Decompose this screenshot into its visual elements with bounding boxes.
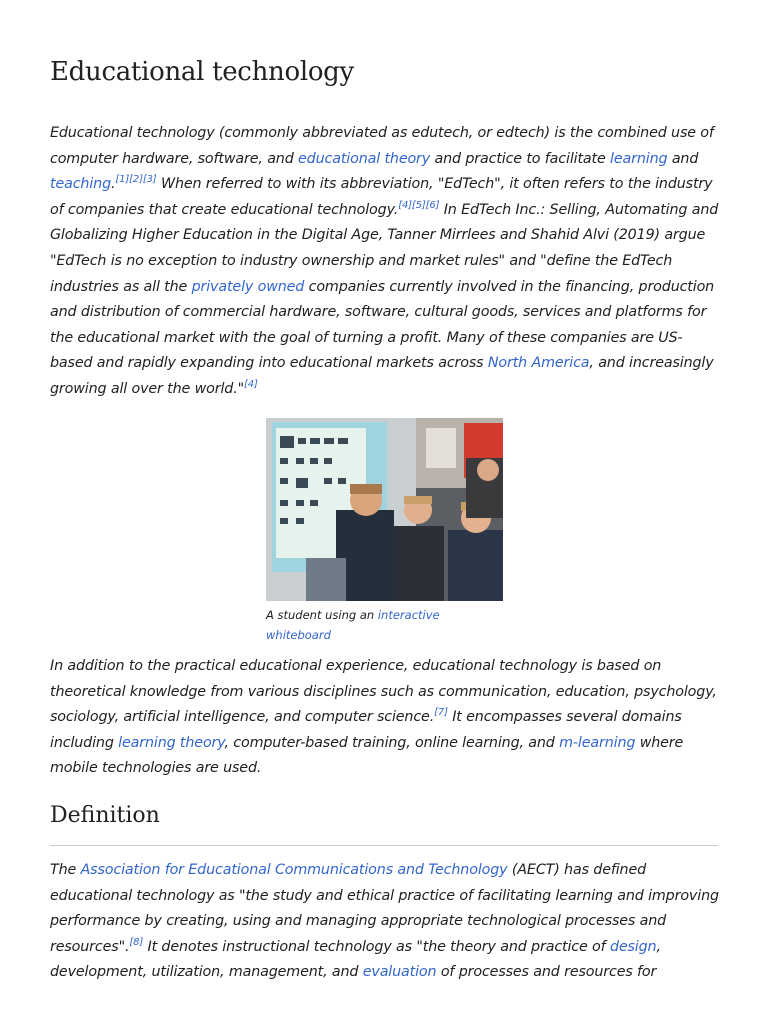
- figure-caption: [266, 606, 466, 645]
- text-run: and: [667, 150, 699, 167]
- text-run: Educational technology (commonly abbreviated as edutech, or edtech) is the combined use of computer hardware, software, and: [50, 125, 714, 167]
- reference-4-repeat[interactable]: [4]: [244, 378, 258, 390]
- reference-3[interactable]: [3]: [142, 174, 157, 186]
- link-interactive-whiteboard[interactable]: interactive whiteboard: [266, 608, 440, 642]
- section-divider: [50, 845, 718, 846]
- link-design[interactable]: design: [609, 938, 657, 955]
- definition-paragraph: [50, 858, 722, 986]
- text-run: It encompasses several domains including: [50, 709, 682, 751]
- link-privately-owned[interactable]: privately owned: [191, 278, 305, 295]
- text-run: , Tanner Mirrlees and Shahid Alvi (2019) argue "EdTech is no exception to industry ownership and market rules" and "define the EdTech industries as all the: [50, 227, 706, 295]
- caption-text: A student using an: [266, 608, 378, 622]
- text-run: (AECT) has defined educational technology as "the study and ethical practice of facilitating learning and improving performance by creating, using and managing appropriate technological processes and resources".: [50, 862, 719, 955]
- reference-6[interactable]: [6]: [425, 199, 440, 211]
- reference-4[interactable]: [4]: [398, 199, 412, 211]
- text-run: , and increasingly growing all over the world.": [50, 355, 714, 397]
- link-teaching[interactable]: teaching: [50, 176, 111, 193]
- intro-paragraph: [50, 121, 722, 403]
- figure-interactive-whiteboard: [266, 418, 503, 601]
- text-run: It denotes instructional technology as "the theory and practice of: [143, 938, 610, 955]
- whiteboard-photo[interactable]: [266, 418, 503, 601]
- reference-1[interactable]: [1]: [115, 174, 130, 186]
- text-run: The: [50, 862, 81, 878]
- link-evaluation[interactable]: evaluation: [362, 964, 437, 981]
- text-run: and practice to facilitate: [430, 150, 611, 167]
- section-heading-definition: Definition: [50, 803, 160, 828]
- text-run: where mobile technologies are used.: [50, 734, 684, 777]
- reference-8[interactable]: [8]: [129, 936, 144, 948]
- link-aect[interactable]: Association for Educational Communications and Technology: [80, 862, 508, 878]
- link-learning[interactable]: learning: [610, 150, 668, 167]
- text-run: , development, utilization, management, and: [50, 938, 661, 981]
- text-run: In addition to the practical educational experience, educational technology is based on theoretical knowledge from various disciplines such as communication, education, psychology, sociology, artificial intelligence, and computer science.: [50, 658, 717, 726]
- page-title: Educational technology: [50, 57, 354, 87]
- text-run: companies currently involved in the financing, production and distribution of commercial hardware, software, cultural goods, services and platforms for the educational market with the goal of turning a profit. Many of these companies are US-based and rapidly expanding into educational markets across: [50, 278, 715, 372]
- link-learning-theory[interactable]: learning theory: [118, 734, 225, 751]
- text-run: of processes and resources for: [436, 964, 657, 981]
- reference-7[interactable]: [7]: [434, 707, 448, 719]
- text-run: In: [439, 201, 462, 218]
- link-educational-theory[interactable]: educational theory: [298, 150, 431, 167]
- text-run: , computer-based training, online learning, and: [224, 734, 560, 751]
- link-m-learning[interactable]: m-learning: [559, 734, 636, 751]
- link-north-america[interactable]: North America: [487, 355, 590, 372]
- reference-5[interactable]: [5]: [411, 199, 426, 211]
- text-run: .: [111, 176, 116, 193]
- reference-2[interactable]: [2]: [129, 174, 143, 186]
- second-paragraph: [50, 654, 722, 782]
- text-run: When referred to with its abbreviation, "EdTech", it often refers to the industry of companies that create educational technology.: [50, 176, 713, 218]
- book-title: EdTech Inc.: Selling, Automating and Globalizing Higher Education in the Digital Age: [50, 201, 719, 244]
